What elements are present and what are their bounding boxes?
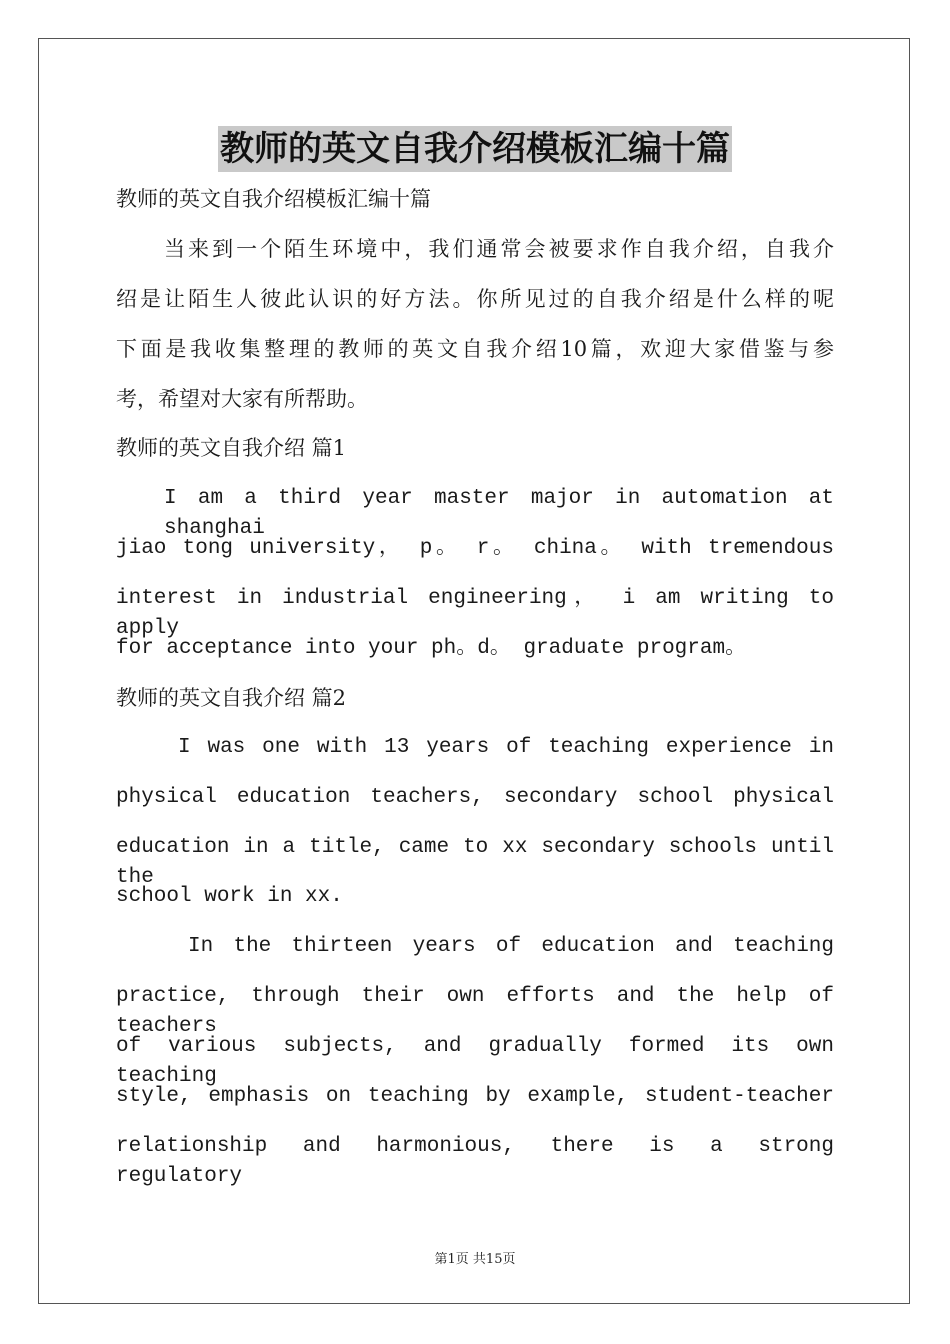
paragraph-line: of various subjects, and gradually formed its own teaching — [116, 1035, 834, 1088]
paragraph-line: for acceptance into your ph。d。 graduate program。 — [116, 637, 747, 660]
paragraph-line: relationship and harmonious, there is a strong regulatory — [116, 1135, 834, 1188]
document-subtitle: 教师的英文自我介绍模板汇编十篇 — [116, 187, 431, 211]
paragraph-line: education in a title, came to xx secondary schools until the — [116, 836, 834, 889]
title-block — [0, 126, 950, 172]
paragraph-line: style, emphasis on teaching by example, student-teacher — [116, 1085, 834, 1108]
intro-line: 考，希望对大家有所帮助。 — [116, 387, 368, 411]
section-heading: 教师的英文自我介绍 篇2 — [116, 686, 347, 710]
paragraph-line: practice, through their own efforts and the help of teachers — [116, 985, 834, 1038]
document-title: 教师的英文自我介绍模板汇编十篇 — [218, 126, 732, 172]
intro-line: 当来到一个陌生环境中，我们通常会被要求作自我介绍，自我介 — [164, 237, 834, 261]
paragraph-line: In the thirteen years of education and teaching — [188, 935, 834, 958]
intro-line: 下面是我收集整理的教师的英文自我介绍10篇，欢迎大家借鉴与参 — [116, 337, 834, 361]
paragraph-line: school work in xx. — [116, 885, 343, 908]
section-heading: 教师的英文自我介绍 篇1 — [116, 436, 347, 460]
page-footer: 第1页 共15页 — [434, 1252, 516, 1267]
paragraph-line: interest in industrial engineering， i am writing to apply — [116, 587, 834, 640]
paragraph-line: I was one with 13 years of teaching experience in — [178, 736, 834, 759]
paragraph-line: I am a third year master major in automation at shanghai — [164, 487, 834, 540]
paragraph-line: jiao tong university， p。 r。 china。 with tremendous — [116, 537, 834, 560]
paragraph-line: physical education teachers, secondary school physical — [116, 786, 834, 809]
intro-line: 绍是让陌生人彼此认识的好方法。你所见过的自我介绍是什么样的呢 — [116, 287, 834, 311]
page-border — [38, 38, 910, 1304]
